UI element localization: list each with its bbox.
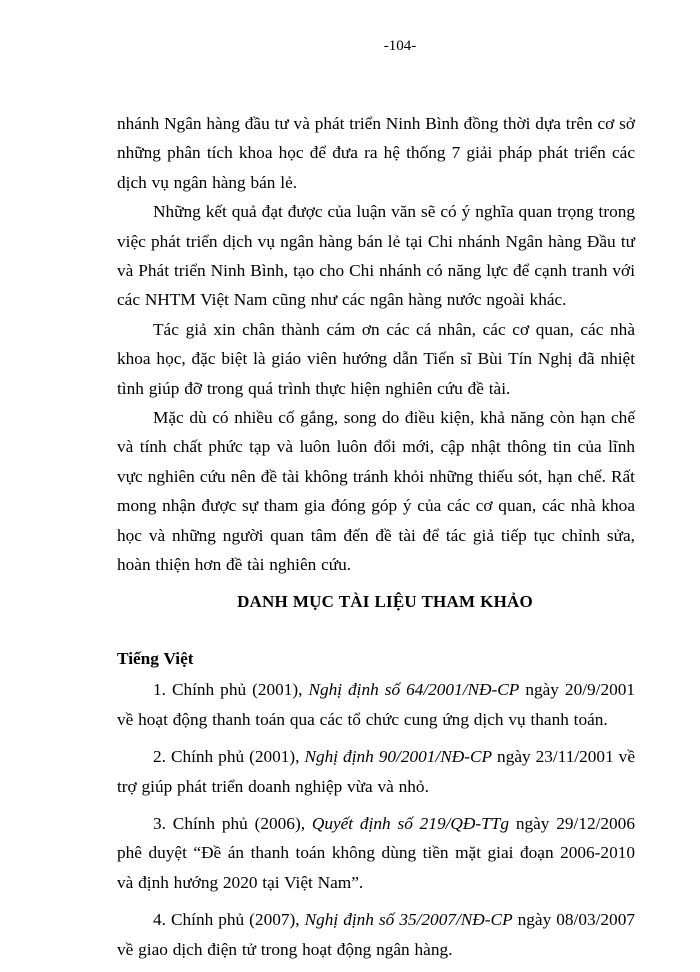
paragraph-limitations: Mặc dù có nhiều cố gắng, song do điều kiện, khả năng còn hạn chế và tính chất phức tạp và luôn luôn đổi mới, cập nhật thông tin của lĩnh vực nghiên cứu nên đề tài không tránh khỏi những thiếu sót, hạn chế. Rất mong nhận được sự tham gia đóng góp ý của các cơ quan, các nhà khoa học và những người quan tâm đến đề tài để tác giả tiếp tục chỉnh sửa, hoàn thiện hơn đề tài nghiên cứu. <box>117 408 635 575</box>
reference-author: Chính phủ (2007), <box>170 910 300 930</box>
reference-item-2 <box>117 742 635 801</box>
reference-item-3 <box>117 809 635 897</box>
reference-number: 4. <box>153 910 166 930</box>
reference-item-1 <box>117 675 635 734</box>
page-number: -104- <box>383 38 417 54</box>
reference-author: Chính phủ (2001), <box>170 747 300 767</box>
reference-document: Nghị định số 35/2007/NĐ-CP <box>304 910 513 930</box>
reference-detail: ngày 08/03/2007 về giao dịch điện tử trong hoạt động ngân hàng. <box>117 910 635 959</box>
reference-document: Nghị định 90/2001/NĐ-CP <box>304 747 493 767</box>
reference-detail: ngày 20/9/2001 về hoạt động thanh toán qua các tổ chức cung ứng dịch vụ thanh toán. <box>117 680 636 729</box>
references-section-vietnamese: Tiếng Việt <box>117 648 194 668</box>
reference-author: Chính phủ (2001), <box>171 680 303 700</box>
reference-author: Chính phủ (2006), <box>172 813 306 833</box>
paragraph-results: Những kết quả đạt được của luận văn sẽ có ý nghĩa quan trọng trong việc phát triển dịch vụ ngân hàng bán lẻ tại Chi nhánh Ngân hàng Đầu tư và Phát triển Ninh Bình, tạo cho Chi nhánh có năng lực để cạnh tranh với các NHTM Việt Nam cũng như các ngân hàng nước ngoài khác. <box>117 202 635 310</box>
reference-detail: ngày 23/11/2001 về trợ giúp phát triển doanh nghiệp vừa và nhỏ. <box>117 747 635 796</box>
reference-document: Quyết định số 219/QĐ-TTg <box>311 813 509 833</box>
reference-document: Nghị định số 64/2001/NĐ-CP <box>308 680 520 700</box>
document-body <box>117 109 635 972</box>
paragraph-continuation: nhánh Ngân hàng đầu tư và phát triển Ninh Bình đồng thời dựa trên cơ sở những phân tích khoa học để đưa ra hệ thống 7 giải pháp phát triển các dịch vụ ngân hàng bán lẻ. <box>117 114 635 192</box>
references-title: DANH MỤC TÀI LIỆU THAM KHẢO <box>237 591 533 611</box>
paragraph-acknowledgement: Tác giả xin chân thành cám ơn các cá nhân, các cơ quan, các nhà khoa học, đặc biệt là giáo viên hướng dẫn Tiến sĩ Bùi Tín Nghị đã nhiệt tình giúp đỡ trong quá trình thực hiện nghiên cứu đề tài. <box>117 319 635 398</box>
reference-item-4 <box>117 905 635 964</box>
reference-number: 2. <box>153 747 166 767</box>
reference-number: 1. <box>153 680 166 700</box>
reference-number: 3. <box>153 813 166 833</box>
reference-detail: ngày 29/12/2006 phê duyệt “Đề án thanh toán không dùng tiền mặt giai đoạn 2006-2010 và định hướng 2020 tại Việt Nam”. <box>117 813 635 892</box>
